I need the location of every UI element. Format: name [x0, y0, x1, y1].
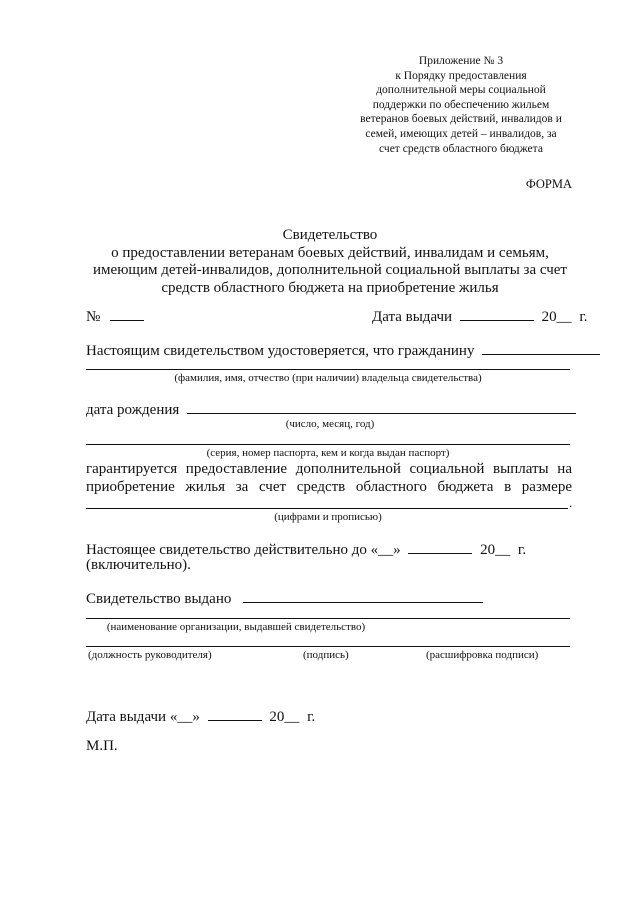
certify-row: [86, 341, 600, 360]
number-label: №: [86, 309, 101, 325]
number-row: [86, 307, 144, 326]
caption-amount: (цифрами и прописью): [274, 511, 382, 523]
certify-text: Настоящим свидетельством удостоверяется, что гражданину: [86, 343, 475, 359]
annex-line: ветеранов боевых действий, инвалидов и: [360, 113, 562, 126]
annex-line: к Порядку предоставления: [395, 69, 527, 82]
validity-inclusive: (включительно).: [86, 557, 191, 573]
caption-org: (наименование организации, выдавшей свидетельство): [106, 621, 366, 633]
issued-label: Свидетельство выдано: [86, 591, 232, 607]
caption-fio: (фамилия, имя, отчество (при наличии) владельца свидетельства): [174, 372, 482, 384]
birth-row: [86, 400, 576, 419]
form-label: ФОРМА: [525, 177, 572, 191]
caption-birth: (число, месяц, год): [285, 418, 375, 430]
validity-year: 20__: [480, 542, 511, 558]
year-prefix: 20__: [541, 309, 572, 325]
passport-field[interactable]: [86, 444, 570, 445]
caption-position: (должность руководителя): [88, 649, 212, 661]
annex-block: [352, 54, 570, 156]
issue-date-year: 20__: [269, 709, 300, 725]
title-line: о предоставлении ветеранам боевых действий, инвалидам и семьям,: [111, 244, 549, 261]
validity-date-field[interactable]: [408, 540, 472, 554]
issued-row: [86, 589, 483, 608]
issue-date-row: [372, 307, 588, 326]
title-line: имеющим детей-инвалидов, дополнительной социальной выплаты за счет: [93, 262, 567, 278]
birth-date-field[interactable]: [187, 400, 576, 414]
amount-field[interactable]: [86, 508, 568, 509]
org-field[interactable]: [86, 618, 570, 619]
signature-field[interactable]: [86, 646, 570, 647]
caption-passport: (серия, номер паспорта, кем и когда выдан паспорт): [206, 447, 450, 459]
guarantee-line-1: гарантируется предоставление дополнительной социальной выплаты на: [86, 461, 572, 477]
issued-field[interactable]: [243, 589, 483, 603]
annex-line: поддержки по обеспечению жильем: [372, 98, 550, 111]
guarantee-line-2: приобретение жилья за счет средств областного бюджета в размере: [86, 479, 572, 495]
fio-field[interactable]: [86, 369, 570, 370]
validity-prefix: Настоящее свидетельство действительно до «__»: [86, 542, 401, 558]
year-suffix: г.: [579, 309, 588, 325]
issue-date-bottom: [86, 707, 315, 726]
issue-date-field[interactable]: [208, 707, 262, 721]
issue-date-suffix: г.: [307, 709, 316, 725]
validity-suffix: г.: [517, 542, 527, 558]
stamp-place: М.П.: [86, 738, 118, 754]
annex-line: дополнительной меры социальной: [376, 84, 546, 97]
caption-decoding: (расшифровка подписи): [426, 649, 539, 661]
annex-title: Приложение № 3: [418, 55, 504, 67]
number-field[interactable]: [110, 307, 144, 321]
birth-label: дата рождения: [86, 402, 180, 418]
title-line: средств областного бюджета на приобретение жилья: [161, 279, 499, 296]
amount-period: .: [569, 495, 573, 510]
annex-line: семей, имеющих детей – инвалидов, за: [365, 127, 557, 140]
citizen-field-start[interactable]: [482, 341, 600, 355]
document-title: [80, 227, 580, 297]
caption-signature: (подпись): [303, 649, 349, 661]
title-heading: Свидетельство: [282, 227, 378, 243]
annex-line: счет средств областного бюджета: [379, 142, 543, 155]
date-label: Дата выдачи: [372, 309, 453, 325]
issue-date-prefix: Дата выдачи «__»: [86, 709, 200, 725]
date-field[interactable]: [460, 307, 534, 321]
